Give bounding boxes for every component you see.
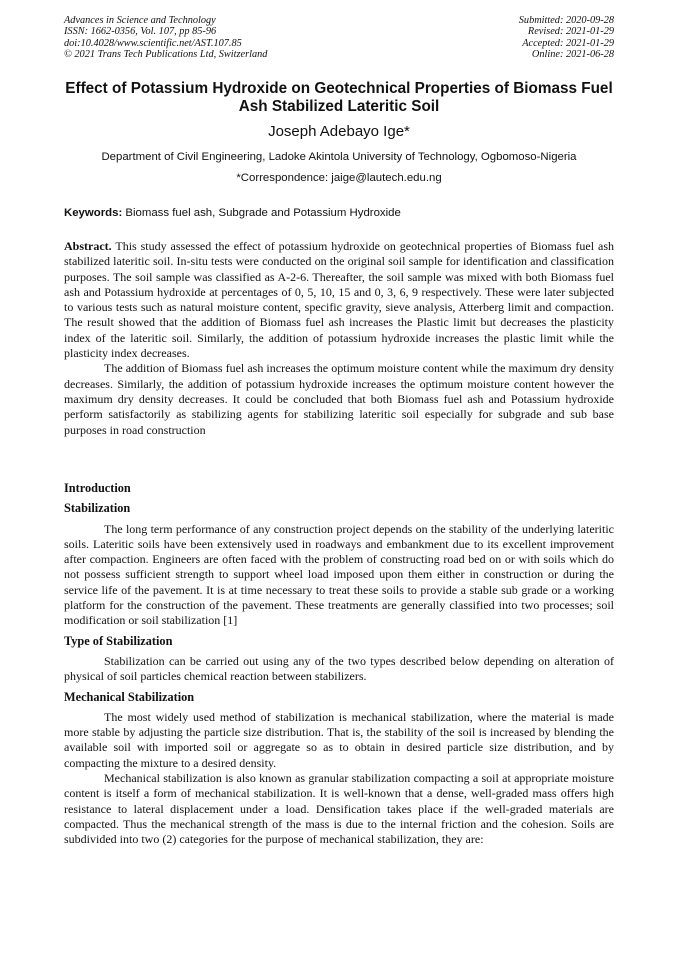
date-accepted: Accepted: 2021-01-29 — [522, 37, 614, 49]
date-online: Online: 2021-06-28 — [531, 48, 614, 60]
mechanical-paragraph-2: Mechanical stabilization is also known as granular stabilization compacting a soil at appropriate moisture content is itself a form of mechanical stabilization. It is well-known that a dense, well-graded mass offers high resistance to lateral displacement under a load. Densification takes place if the well-graded materials are compacted. Thus the mechanical strength of the mass is due to the internal friction and the cohesion. Soils are subdivided into two (2) categories for the purpose of mechanical stabilization, they are: — [64, 771, 614, 847]
journal-copyright: © 2021 Trans Tech Publications Ltd, Switzerland — [64, 48, 268, 60]
keywords-label: Keywords: — [64, 207, 123, 219]
mechanical-paragraph-1: The most widely used method of stabilization is mechanical stabilization, where the material is made more stable by adjusting the particle size distribution. That is, the stability of the soil is increased by blending the available soil with imported soil or aggregate so as to obtain in desired particle size distribution, and by compacting the mixture to a desired density. — [64, 709, 614, 770]
stabilization-heading: Stabilization — [64, 501, 131, 516]
paper-title: Effect of Potassium Hydroxide on Geotechnical Properties of Biomass Fuel Ash Stabilized Lateritic Soil — [65, 80, 613, 115]
abstract — [64, 239, 614, 438]
journal-name: Advances in Science and Technology — [64, 15, 216, 26]
journal-issn: ISSN: 1662-0356, Vol. 107, pp 85-96 — [64, 26, 217, 38]
mechanical-stabilization-heading: Mechanical Stabilization — [64, 689, 195, 704]
correspondence: *Correspondence: jaige@lautech.edu.ng — [236, 172, 442, 184]
keywords-text: Biomass fuel ash, Subgrade and Potassium Hydroxide — [122, 207, 401, 219]
abstract-paragraph-1 — [64, 239, 614, 361]
affiliation: Department of Civil Engineering, Ladoke Akintola University of Technology, Ogbomoso-Nigeria — [101, 151, 577, 163]
journal-doi: doi:10.4028/www.scientific.net/AST.107.85 — [64, 37, 242, 49]
date-submitted: Submitted: 2020-09-28 — [518, 15, 614, 26]
author-name: Joseph Adebayo Ige* — [268, 123, 410, 140]
journal-info — [64, 15, 267, 60]
introduction-heading: Introduction — [64, 481, 131, 495]
type-of-stabilization-heading: Type of Stabilization — [64, 633, 173, 648]
type-of-stabilization-paragraph: Stabilization can be carried out using any of the two types described below depending on alteration of physical of soil particles chemical reaction between stabilizers. — [64, 653, 614, 684]
date-revised: Revised: 2021-01-29 — [527, 26, 614, 38]
stabilization-paragraph: The long term performance of any construction project depends on the stability of the underlying lateritic soils. Lateritic soils have been extensively used in roadways and embankment due to its excellent improvement after compaction. Engineers are often faced with the problem of constructing road bed on or with soils which do not possess sufficient strength to support wheel load imposed upon them either in construction or during the service life of the pavement. It is at time necessary to treat these soils to provide a stable sub grade or a working platform for the construction of the pavement. These treatments are generally classified into two processes; soil modification or soil stabilization [1] — [64, 521, 614, 628]
main-body — [64, 481, 614, 853]
abstract-label: Abstract. — [64, 239, 112, 253]
publication-dates — [519, 15, 614, 60]
abstract-paragraph-2: The addition of Biomass fuel ash increases the optimum moisture content while the maximum dry density decreases. Similarly, the addition of potassium hydroxide increases the optimum moisture content however the maximum dry density decreases. It could be concluded that both Biomass fuel ash and Potassium hydroxide perform satisfactorily as stabilizing agents for stabilizing lateritic soil especially for subgrade and sub base purposes in road construction — [64, 361, 614, 437]
abstract-text-1: This study assessed the effect of potassium hydroxide on geotechnical properties of Biomass fuel ash stabilized lateritic soil. In-situ tests were conducted on the original soil sample for identification and classification purposes. The soil sample was classified as A-2-6. Thereafter, the soil sample was mixed with both Biomass fuel ash and Potassium hydroxide at percentages of 0, 5, 10, 15 and 0, 3, 6, 9 respectively. These were later subjected to various tests such as natural moisture content, specific gravity, sieve analysis, Atterberg limit and compaction. The result showed that the addition of Biomass fuel ash increases the Plastic limit but decreases the plasticity index of the lateritic soil. Similarly, the addition of potassium hydroxide increases the plastic limit while the plasticity index decreases. — [64, 239, 614, 361]
keywords — [64, 207, 614, 219]
